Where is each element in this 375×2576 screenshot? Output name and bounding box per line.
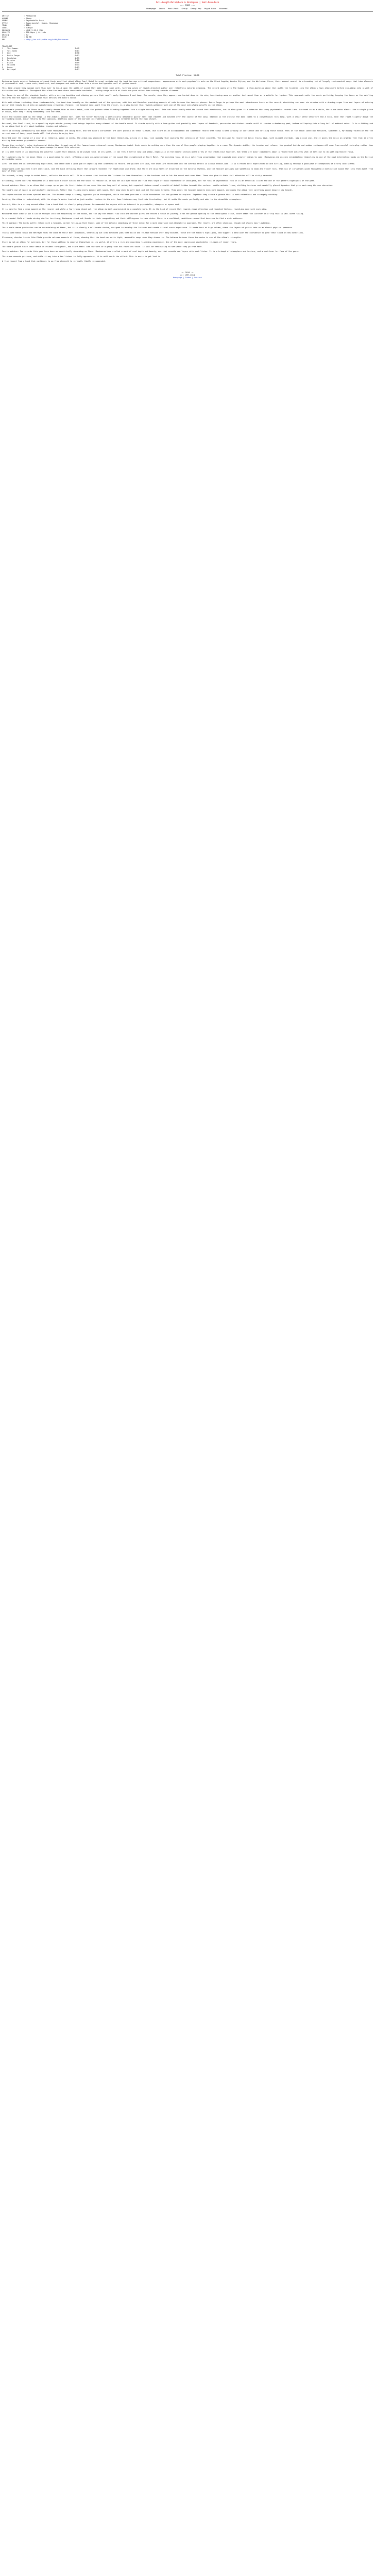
album-info: [2, 15, 373, 41]
track-title: Pendulum: [7, 57, 16, 59]
review-paragraph: Vocally, the album is understated, with the singer's voice treated as just another texture in the mix. Some listeners may find this frustrating, but it suits the music perfectly and adds to the dreamlike atmosphere.: [2, 198, 242, 201]
nav-group-pop[interactable]: Group-Pop: [191, 7, 201, 10]
info-key: LABEL: [2, 26, 8, 29]
track-number: 2: [2, 49, 4, 52]
review-paragraph: Recorded over the course of a year in a rehearsal space in Leeds, the album was produced by the band themselves, giving it a raw, live quality that captures the intensity of their concerts. The decision to record the basic tracks live, with minimal overdubs, was a wise one, and it gives the music an organic feel that is often missing from modern psychedelic records.: [2, 137, 373, 142]
track-row: [2, 69, 79, 71]
track-title: The Summer: [7, 47, 19, 50]
nav-psych-rock[interactable]: Psych-Rock: [204, 7, 216, 10]
track-duration: 5:01: [75, 49, 79, 52]
nav-ethereal[interactable]: Ethereal: [219, 7, 229, 10]
reviews: [2, 80, 373, 263]
footer-copyright: (c) 1997-2014: [180, 274, 195, 277]
track-number: 4: [2, 54, 4, 57]
review-paragraph: A fine record from a band that continues to go from strength to strength. Highly recommended.: [2, 260, 106, 262]
review-paragraph: Comparisons with Spacemen 3 are inevitable, and the band certainly share that group's fondness for repetition and drone. But there are also hints of krautrock in the motorik rhythms, and the heavier passages owe something to doom and stoner rock. This mix of influences gives Mankwaraa a distinctive sound that sets them apart from many of their peers.: [2, 167, 373, 173]
track-duration: 3:59: [75, 61, 79, 64]
review-paragraph: Mankwaraa Leeds quintet Mankwaraa released their excellent debut album Pearl Motel to great acclaim and the band has won critical comparisons, appearances with such psychedelic acts as the Black Angels, Wooden Shjips, and the Warlocks. Stare, their second record, is a brooding set of largely instrumental songs that take elements of psychedelic rock, space rock, krautrock, and shoegaze and combine them into a dense and hypnotic wall of guitar sound.: [2, 80, 373, 85]
info-value: : Experimental, Space, Shoegaze: [24, 22, 59, 24]
track-number: 5: [2, 57, 4, 59]
track-duration: 4:55: [75, 57, 79, 59]
track-title: One: [7, 52, 11, 55]
track-title: Yes Jones: [7, 49, 18, 52]
track-duration: 8:17: [75, 69, 79, 71]
info-row: [2, 39, 373, 41]
review-paragraph: Ultimately, Stare confirms Mankwaraa as a band with a clear vision and the skill to realise it. It may not win over those who find this style of music repetitive or indulgent, but for fans of psychedelic rock it is an essential listen and one of the genre's highlights of the year.: [2, 179, 315, 182]
track-number: 6: [2, 59, 4, 62]
track-title: Elate: [7, 61, 13, 64]
info-value: : 2014: [24, 24, 30, 27]
info-key: ALBUM: [2, 17, 8, 20]
review-paragraph: Though they certainly enjoy instrumental distortion through use of the famous Leeds rehearsal venue, Mankwaraa insist their music is nothing more than the sum of five people playing together in a room. The dynamic shifts, the tension and release, the gradual builds and sudden collapses all come from careful interplay rather than studio trickery. Few bands in the genre manage to sound this cohesive.: [2, 144, 373, 149]
info-value: : Stare: [24, 17, 32, 20]
nav-index[interactable]: Index: [159, 7, 165, 10]
review-paragraph: Tracks like Radio Tonga and Betrayal show the band at their most ambitious, stretching out into extended jams that build and release tension over many minutes. These are the album's highlights, and suggest a band with the confidence to push their sound in new directions.: [2, 231, 304, 234]
info-key: STYLE: [2, 22, 8, 24]
info-value: : Psychedelic Rock: [24, 20, 44, 22]
review-paragraph: Stare is not an album for everyone, but for those willing to immerse themselves in its world, it offers a rich and rewarding listening experience. One of the more impressive psychedelic releases of recent years.: [2, 241, 237, 244]
review-paragraph: Live, the band are an overwhelming experience, and Stare does a good job of capturing that intensity on record. The guitars are loud, the drums are relentless and the overall effect is almost trance-like. It is a record best experienced in one sitting, ideally through a good pair of headphones or a very loud stereo.: [2, 163, 355, 165]
review-paragraph: Mankwaraa have clearly put a lot of thought into the sequencing of the album, and the way the tracks flow into one another gives the record a sense of journey. From the gentle opening to the cataclysmic close, Stare takes the listener on a trip that is well worth taking.: [2, 212, 304, 215]
top-banner: Full-Length-Metal/Rock & Skatepunk | Sekt-Punk-Rock: [156, 1, 219, 4]
info-key: ARTIST: [2, 15, 9, 17]
review-paragraph: Yes Jones is one of the standout tracks, with a driving bassline and chiming guitars that recall early Spacemen 3 and Loop. The vocals, when they appear, are buried deep in the mix, functioning more as another instrument than as a vehicle for lyrics. This approach suits the music perfectly, keeping the focus on the swirling textures and the hypnotic repetition that defines the band's sound.: [2, 94, 373, 99]
track-duration: 4:38: [75, 52, 79, 55]
info-key: SIZE: [2, 36, 7, 39]
review-paragraph: The album rewards patience, and while it may take a few listens to fully appreciate, it is well worth the effort. This is music to get lost in.: [2, 255, 162, 258]
review-paragraph: It is hard to find a weak moment on the record, and while a few tracks stand out, the album is best appreciated as a complete work. It is the kind of record that rewards close attention and repeated listens, revealing more with each play.: [2, 208, 267, 210]
review-paragraph: The rhythm section deserves special mention. The drummer keeps a steady, hypnotic pulse throughout, while the bass provides a solid foundation for the guitars to explore. Together they create a groove that is both relentless and strangely soothing.: [2, 194, 279, 196]
track-title: Forgive: [7, 59, 15, 62]
review-paragraph: At its best Stare is an absorbing and powerful listen that demands to be played loud. At its worst, it can feel a little long and samey, especially in the middle section where a few of the tracks blur together. But these are minor complaints about a record that achieves what it sets out to do with impressive focus.: [2, 151, 354, 154]
total-playtime: Total Playtime: 55:50: [176, 74, 199, 77]
page: [0, 0, 375, 279]
review-paragraph: For listeners new to the band, Stare is a good place to start, offering a more polished version of the sound they established on Pearl Motel. For existing fans, it is a satisfying progression that suggests even greater things to come. Mankwaraa are quickly establishing themselves as one of the most interesting bands on the British psychedelic scene.: [2, 156, 373, 161]
track-number: 8: [2, 64, 4, 66]
review-paragraph: The album's dense production can be overwhelming at times, but it is clearly a deliberate choice, designed to envelop the listener and create a total sonic experience. It works best at high volume, where the layers of guitar take on an almost physical presence.: [2, 227, 293, 229]
review-paragraph: With both albums including three instrumentals, the band draw heavily on the ambient end of the spectrum, with One and Pendulum providing moments of calm between the heavier pieces. Radio Tonga is perhaps the most adventurous track on the record, stretching out over six minutes with a droning organ line and layers of echoing guitar that slowly build into an overwhelming crescendo. Forgive, the longest song apart from the closer, is a slow burner that rewards patience with one of the most satisfying payoffs on the album.: [2, 101, 373, 106]
nav-group[interactable]: Group: [181, 7, 187, 10]
info-value: : 320 kbps / 44.1kHz: [24, 31, 46, 34]
review-paragraph: The band's use of space is particularly impressive. Rather than filling every moment with sound, they know when to pull back and let the music breathe. This gives the heavier moments even more impact, and makes the album feel carefully paced despite its length.: [2, 189, 293, 191]
info-key: ENCODED: [2, 29, 10, 31]
review-paragraph: In a crowded field of bands mining similar territory, Mankwaraa stand out thanks to their songwriting and their willingness to take risks. Stare is a confident, ambitious record that deserves to find a wide audience.: [2, 217, 243, 220]
info-value: : LAME 3.99.5 VBR: [24, 29, 43, 31]
review-paragraph: There is nothing particularly new about what Mankwaraa are doing here, and the band's influences are worn proudly on their sleeves. But Stare is an accomplished and immersive record that shows a band growing in confidence and refining their sound. Fans of the Brian Jonestown Massacre, Spacemen 3, My Bloody Valentine and the current wave of heavy psych bands will find plenty to enjoy here.: [2, 130, 373, 134]
track-number: 1: [2, 47, 4, 50]
track-number: 7: [2, 61, 4, 64]
review-paragraph: Elsewhere, shorter tracks like Elate provide welcome moments of focus, showing that the band can write tight, memorable songs when they choose to. The balance between these two modes is one of the album's strengths.: [2, 236, 242, 239]
divider: [2, 11, 373, 12]
nav-bar: [2, 7, 373, 10]
track-number: 3: [2, 52, 4, 55]
info-key: QUALITY: [2, 31, 10, 34]
page-title: -=- 1991 -=-: [180, 4, 195, 7]
track-duration: 6:12: [75, 54, 79, 57]
footer-links[interactable]: Homepage | Index | Contact: [173, 277, 202, 279]
review-paragraph: Overall, this is a strong second album from a band that is clearly going places. Recommended for anyone with an interest in psychedelic, shoegaze or space rock.: [2, 203, 181, 206]
track-number: 9: [2, 66, 4, 69]
track-duration: 3:42: [75, 47, 79, 50]
info-key: GENRE: [2, 20, 8, 22]
info-key: URL: [2, 38, 6, 41]
review-paragraph: This time around they manage more than ever to build upon the walls of sound they made their name with, layering waves of reverb-drenched guitar over relentless motorik drumming. The record opens with The Summer, a slow-building piece that pulls the listener into the album's hazy atmosphere before exploding into a wash of distortion and feedback. Throughout the album the band shows remarkable restraint, letting songs unfold at their own pace rather than rushing towards climaxes.: [2, 87, 373, 92]
nav-post-rock[interactable]: Post-Rock: [167, 7, 179, 10]
review-paragraph: Betrayal, the final track, is a sprawling eight-minute journey that brings together every element of the band's sound. It starts quietly with a lone guitar and gradually adds layers of feedback, percussion and distant vocals until it reaches a deafening peak, before collapsing into a long tail of ambient noise. It is a fitting end to an album that is all about building tension and release.: [2, 123, 373, 127]
review-paragraph: Second opinion: Stare is an album that creeps up on you. On first listen it can seem like one long wall of noise, but repeated listens reveal a wealth of detail hidden beneath the surface: subtle melodic lines, shifting textures and carefully placed dynamics that give each song its own character.: [2, 184, 333, 187]
tracklist: [2, 45, 373, 72]
track-title: Radio Tonga: [7, 54, 20, 57]
review-paragraph: Elate and Skinned pick up the tempo in the album's second half, with the former featuring a particularly memorable guitar riff that repeats and mutates over the course of the song. Skinned is the closest the band comes to a conventional rock song, with a clear verse structure and a vocal line that rises slightly above the surrounding noise. Lunar returns to the spacious, drifting sound of the earlier instrumentals, acting as a breather before the epic closer.: [2, 115, 373, 121]
info-value: : Sumiya: [24, 26, 33, 29]
review-paragraph: Mankwaraa's production on Stare is noticeably denser than on their debut, with the guitars often blending together into a single roaring mass. This can occasionally make the record feel monotonous, but it also gives it a cohesion that many psychedelic records lack. Listened to as a whole, the album works almost like a single piece of music, each song flowing seamlessly into the next.: [2, 108, 373, 113]
track-title: Skinned: [7, 64, 15, 66]
info-value: : EU: [24, 33, 28, 36]
info-value: : Mankwaraa: [24, 15, 36, 17]
info-key: YEAR: [2, 24, 7, 27]
nav-homepage[interactable]: Homepage: [146, 7, 156, 10]
info-value[interactable]: : http://en.wikipedia.org/wiki/Mankwaraa: [24, 38, 69, 41]
review-paragraph: The artwork, a hazy image in muted tones, reflects the music well. It is a record that invites the listener to lose themselves in its textures and to let the sound wash over them. Those who give it their full attention will be richly rewarded.: [2, 175, 273, 177]
track-duration: 6:03: [75, 66, 79, 69]
tracklist-heading: TRACKLIST: [2, 45, 12, 47]
footer-year: -=- 2014 -=-: [181, 272, 194, 274]
track-duration: 7:20: [75, 59, 79, 62]
track-duration: 5:44: [75, 64, 79, 66]
info-key: ORIGIN: [2, 33, 9, 36]
info-value: : 92 MB: [24, 36, 32, 39]
track-title: Lunar: [7, 66, 13, 69]
footer: [2, 272, 373, 279]
review-paragraph: Fourth opinion: Few records this year have been as consistently absorbing as Stare. Mankwaraa have crafted a work of real depth and beauty, one that reveals new layers with each listen. It is a triumph of atmosphere and texture, and a must-hear for fans of the genre.: [2, 250, 300, 253]
track-title: Betrayal: [7, 69, 16, 71]
review-paragraph: Third opinion: The Leeds outfit return with a heavier, darker follow-up that trades some of the melodic immediacy of their debut for a more immersive and atmospheric approach. The results are often stunning, though not always easy listening.: [2, 222, 271, 225]
track-number: 10: [2, 69, 5, 71]
review-paragraph: The band's growth since their debut is evident throughout, and Stare feels like the work of a group that has found its voice. It will be fascinating to see where they go from here.: [2, 246, 203, 248]
